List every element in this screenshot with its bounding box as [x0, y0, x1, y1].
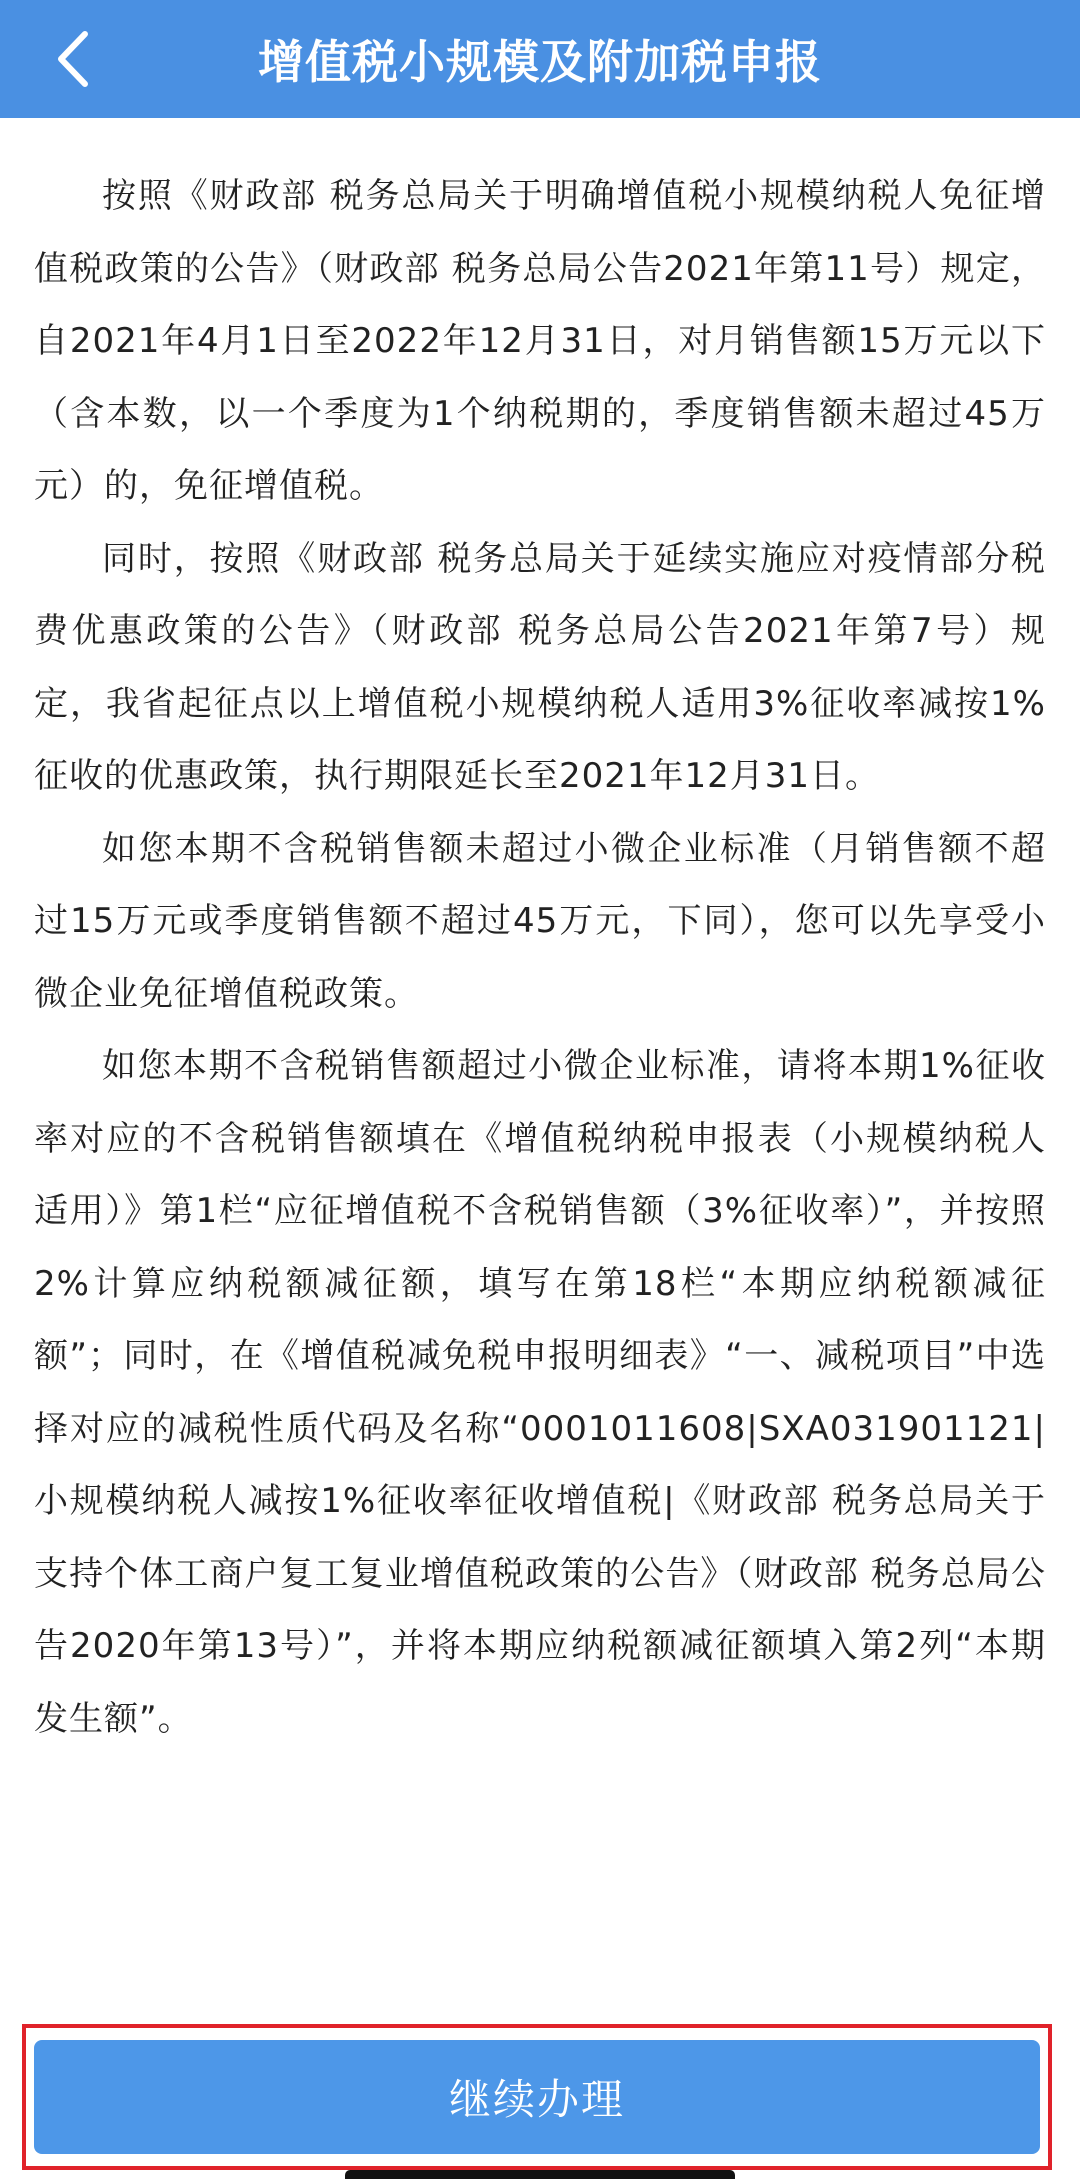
app-header: [0, 0, 1080, 118]
chevron-left-icon: [53, 30, 93, 88]
notice-paragraph: 如您本期不含税销售额未超过小微企业标准（月销售额不超过15万元或季度销售额不超过45万元，下同），您可以先享受小微企业免征增值税政策。: [34, 828, 1046, 1014]
back-button[interactable]: [38, 24, 108, 94]
notice-paragraph: 同时，按照《财政部 税务总局关于延续实施应对疫情部分税费优惠政策的公告》（财政部 税务总局公告2021年第7号）规定，我省起征点以上增值税小规模纳税人适用3%征收率减按1%征收的优惠政策，执行期限延长至2021年12月31日。: [34, 538, 1046, 796]
notice-paragraph: 按照《财政部 税务总局关于明确增值税小规模纳税人免征增值税政策的公告》（财政部 税务总局公告2021年第11号）规定，自2021年4月1日至2022年12月31日，对月销售额15万元以下（含本数，以一个季度为1个纳税期的，季度销售额未超过45万元）的，免征增值税。: [34, 176, 1046, 506]
notice-content: [34, 160, 1046, 1755]
home-indicator: [345, 2170, 735, 2179]
notice-paragraph: 如您本期不含税销售额超过小微企业标准，请将本期1%征收率对应的不含税销售额填在《增值税纳税申报表（小规模纳税人适用）》第1栏“应征增值税不含税销售额（3%征收率）”，并按照2%计算应纳税额减征额，填写在第18栏“本期应纳税额减征额”；同时，在《增值税减免税申报明细表》“一、减税项目”中选择对应的减税性质代码及名称“0001011608|SXA031901121|小规模纳税人减按1%征收率征收增值税|《财政部 税务总局关于支持个体工商户复工复业增值税政策的公告》（财政部 税务总局公告2020年第13号）”，并将本期应纳税额减征额填入第2列“本期发生额”。: [34, 1046, 1046, 1739]
page-title: 增值税小规模及附加税申报: [258, 35, 822, 89]
continue-button[interactable]: 继续办理: [34, 2040, 1040, 2154]
